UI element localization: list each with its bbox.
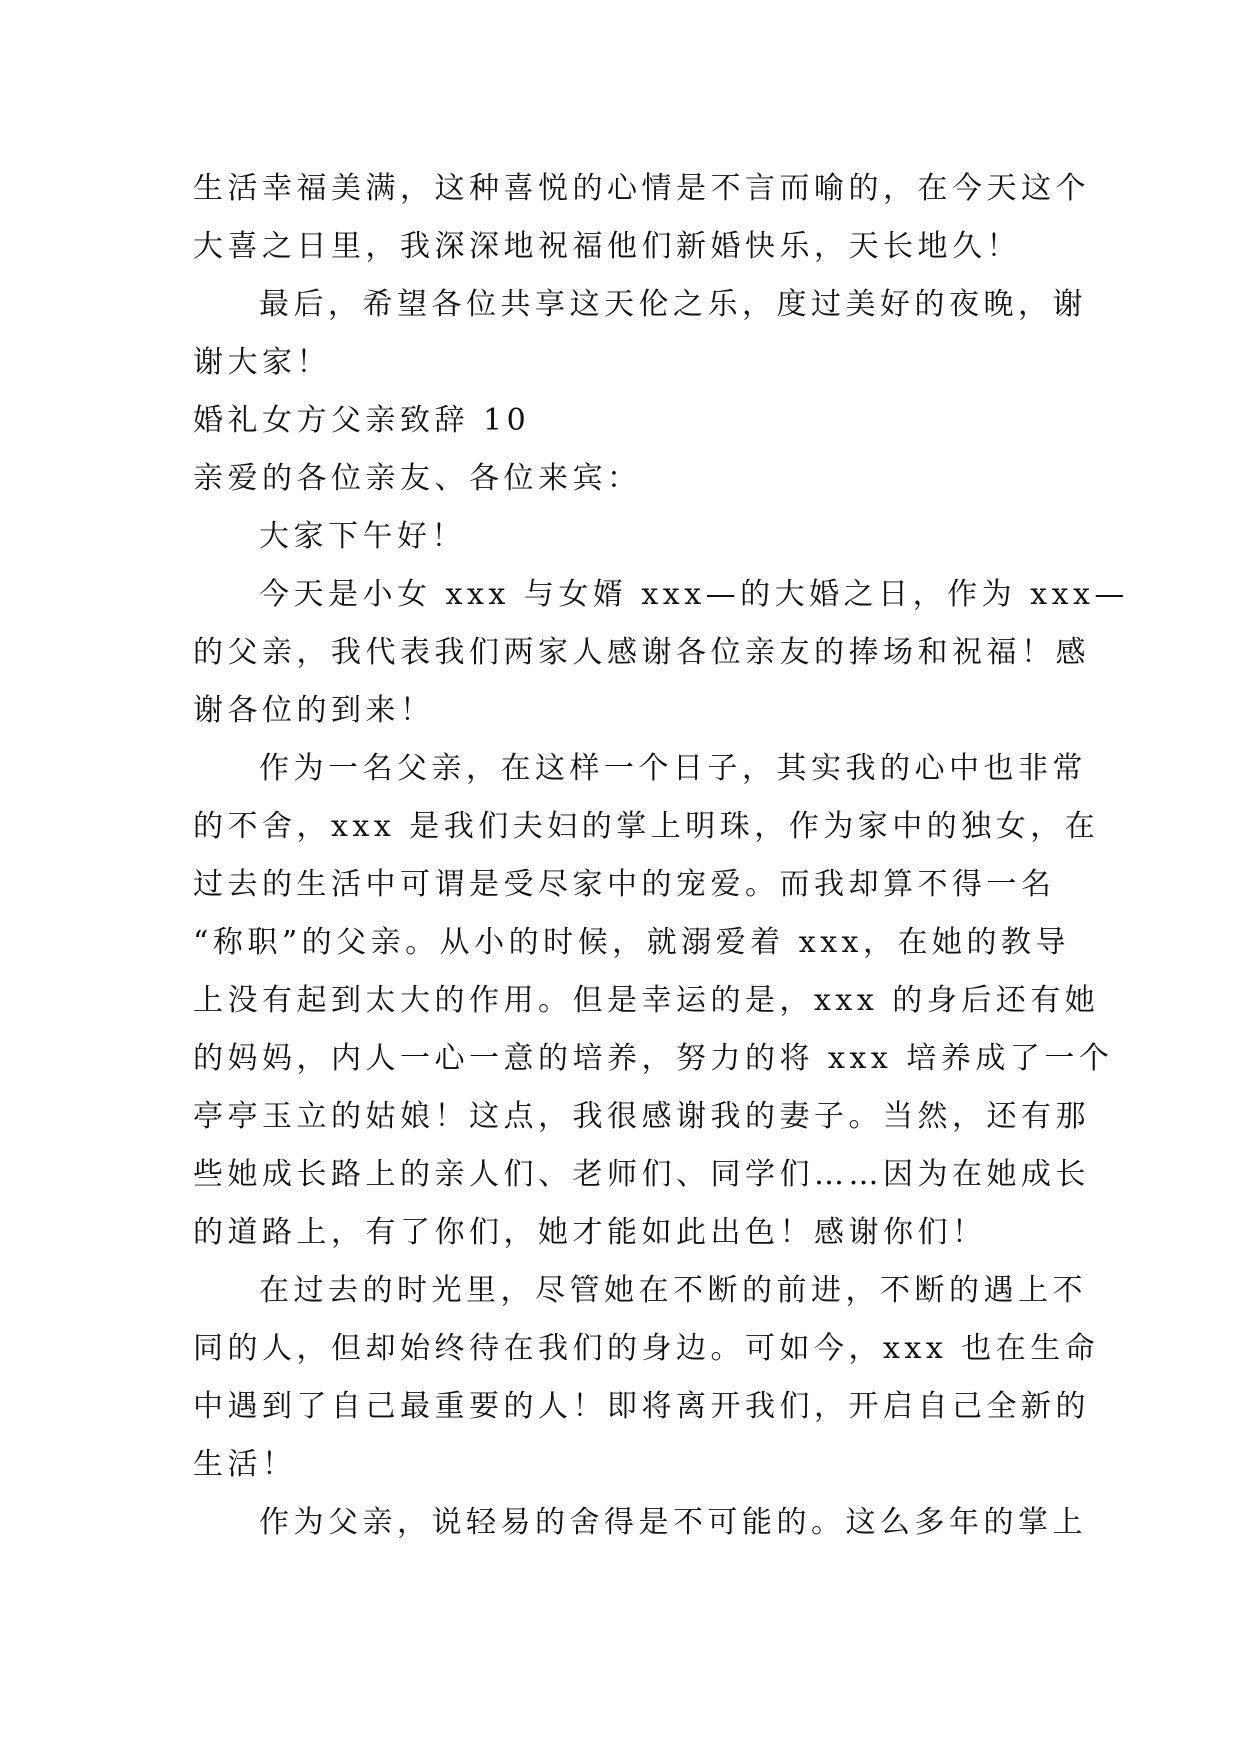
text-line: 在过去的时光里，尽管她在不断的前进，不断的遇上不: [259, 1273, 1087, 1308]
text-line: 大喜之日里，我深深地祝福他们新婚快乐，天长地久！: [193, 229, 1021, 264]
text-line: 些她成长路上的亲人们、老师们、同学们……因为在她成长: [193, 1157, 1090, 1192]
text-line: 谢大家！: [193, 345, 331, 380]
document-body: [193, 160, 1129, 1552]
text-line: 同的人，但却始终待在我们的身边。可如今，xxx 也在生命: [193, 1331, 1100, 1366]
text-line: 生活幸福美满，这种喜悦的心情是不言而喻的，在今天这个: [193, 171, 1090, 206]
text-line: 生活！: [193, 1447, 297, 1482]
text-line: 的不舍，xxx 是我们夫妇的掌上明珠，作为家中的独女，在: [193, 809, 1100, 844]
section-heading: 婚礼女方父亲致辞 10: [193, 403, 531, 438]
greeting: 大家下午好！: [259, 519, 466, 554]
text-line: 作为一名父亲，在这样一个日子，其实我的心中也非常: [259, 751, 1087, 786]
text-line: 的妈妈，内人一心一意的培养，努力的将 xxx 培养成了一个: [193, 1041, 1114, 1076]
text-line: “称职”的父亲。从小的时候，就溺爱着 xxx，在她的教导: [193, 925, 1070, 960]
text-line: 上没有起到太大的作用。但是幸运的是，xxx 的身后还有她: [193, 983, 1100, 1018]
text-line: 谢各位的到来！: [193, 693, 435, 728]
text-line: 亭亭玉立的姑娘！这点，我很感谢我的妻子。当然，还有那: [193, 1099, 1090, 1134]
text-line: 作为父亲，说轻易的舍得是不可能的。这么多年的掌上: [259, 1505, 1087, 1540]
text-line: 中遇到了自己最重要的人！即将离开我们，开启自己全新的: [193, 1389, 1090, 1424]
text-line: 的父亲，我代表我们两家人感谢各位亲友的捧场和祝福！感: [193, 635, 1090, 670]
salutation: 亲爱的各位亲友、各位来宾：: [193, 461, 642, 496]
text-line: 今天是小女 xxx 与女婿 xxx—的大婚之日，作为 xxx—: [259, 577, 1129, 612]
text-line: 的道路上，有了你们，她才能如此出色！感谢你们！: [193, 1215, 987, 1250]
text-line: 最后，希望各位共享这天伦之乐，度过美好的夜晚，谢: [259, 287, 1087, 322]
text-line: 过去的生活中可谓是受尽家中的宠爱。而我却算不得一名: [193, 867, 1056, 902]
